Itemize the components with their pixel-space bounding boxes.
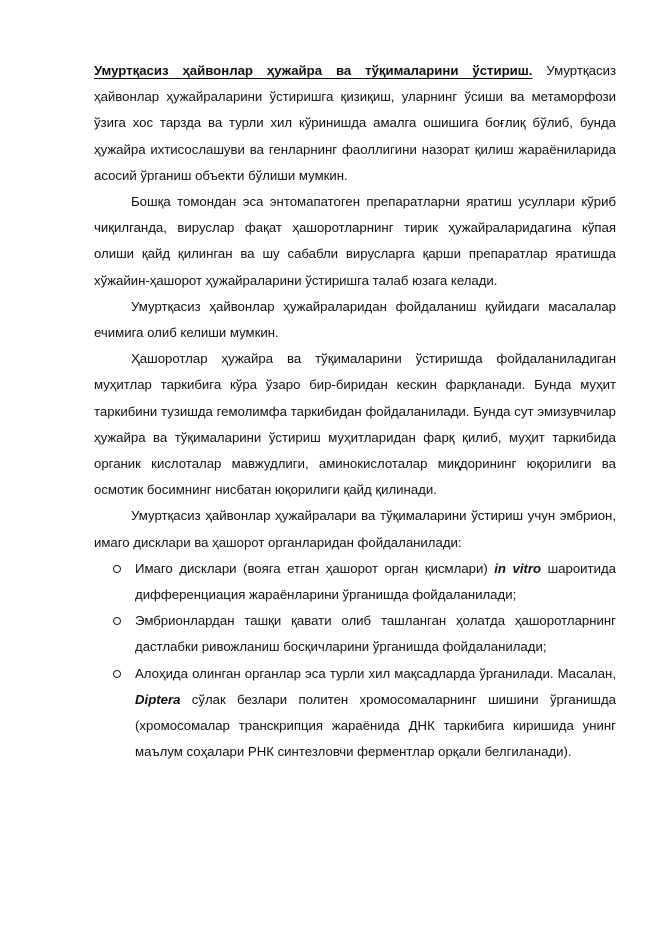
paragraph-text: Умуртқасиз ҳайвонлар ҳужайраларини ўстиришга қизиқиш, уларнинг ўсиши ва метаморфози ўзига хос тарзда ва турли хил кўринишда амалга ошишига боғлиқ бўлиб, бунда ҳужайра ихтисослашуви ва генларнинг фаоллигини назорат қилиш жараёниларида асосий ўрганиш объекти бўлиши мумкин. [94,63,616,183]
paragraph-virus-preparations: Бошқа томондан эса энтомапатоген препаратларни яратиш усуллари кўриб чиқилганда, вируслар фақат ҳашоротларнинг тирик ҳужайраларидагина кўпая олиши қайд қилинган ва шу сабабли вирусларга қарши препаратлар яратишда хўжайин-ҳашорот ҳужайраларини ўстиришга талаб юзага келади. [94,194,616,288]
list-item [113,556,616,608]
list-item-text: Эмбрионлардан ташқи қавати олиб ташланган ҳолатда ҳашоротларнинг дастлабки ривожланиш босқичларини ўрганишда фойдаланилади; [135,613,616,655]
paragraph-usage: Умуртқасиз ҳайвонлар ҳужайраларидан фойдаланиш қуйидаги масалалар ечимига олиб келиши мумкин. [94,298,616,341]
list-item-text: сўлак безлари политен хромосомаларнинг шишини ўрганишда (хромосомалар транскрипция жараёнида ДНК таркибига киришида унинг маълум соҳалари РНК синтезловчи ферментлар орқали белгиланади). [135,691,616,760]
circle-bullet-icon [113,670,121,678]
circle-bullet-icon [113,617,121,625]
circle-bullet-icon [113,565,121,573]
latin-term: in vitro [494,560,542,576]
list-item [113,661,616,766]
list-item [113,608,616,660]
paragraph-intro [94,58,616,189]
list-item-text: Алоҳида олинган органлар эса турли хил мақсадларда ўрганилади. Масалан, [135,665,616,681]
paragraph-sources: Умуртқасиз ҳайвонлар ҳужайралари ва тўқималарини ўстириш учун эмбрион, имаго дисклари ва ҳашорот органларидан фойдаланилади: [94,508,616,550]
bullet-list [94,556,616,766]
document-page [94,58,616,765]
section-title: Умуртқасиз ҳайвонлар ҳужайра ва тўқималарини ўстириш. [94,63,533,78]
list-item-text: шароитида дифференциация жараёнларини ўрганишда фойдаланилади; [135,560,616,603]
paragraph-media: Ҳашоротлар ҳужайра ва тўқималарини ўстиришда фойдаланиладиган муҳитлар таркибига кўра ўзаро бир-биридан кескин фарқланади. Бунда муҳит таркибини тузишда гемолимфа таркибидан фойдаланилади. Бунда сут эмизувчилар ҳужайра ва тўқималарини ўстириш муҳитларидан фарқ қилиб, муҳит таркибида органик кислоталар мавжудлиги, аминокислоталар миқдорининг юқорилиги ва осмотик босимнинг нисбатан юқорилиги қайд қилинади. [94,351,616,498]
list-item-text: Имаго дисклари (вояга етган ҳашорот орган қисмлари) [135,560,495,576]
latin-term: Diptera [135,691,181,707]
